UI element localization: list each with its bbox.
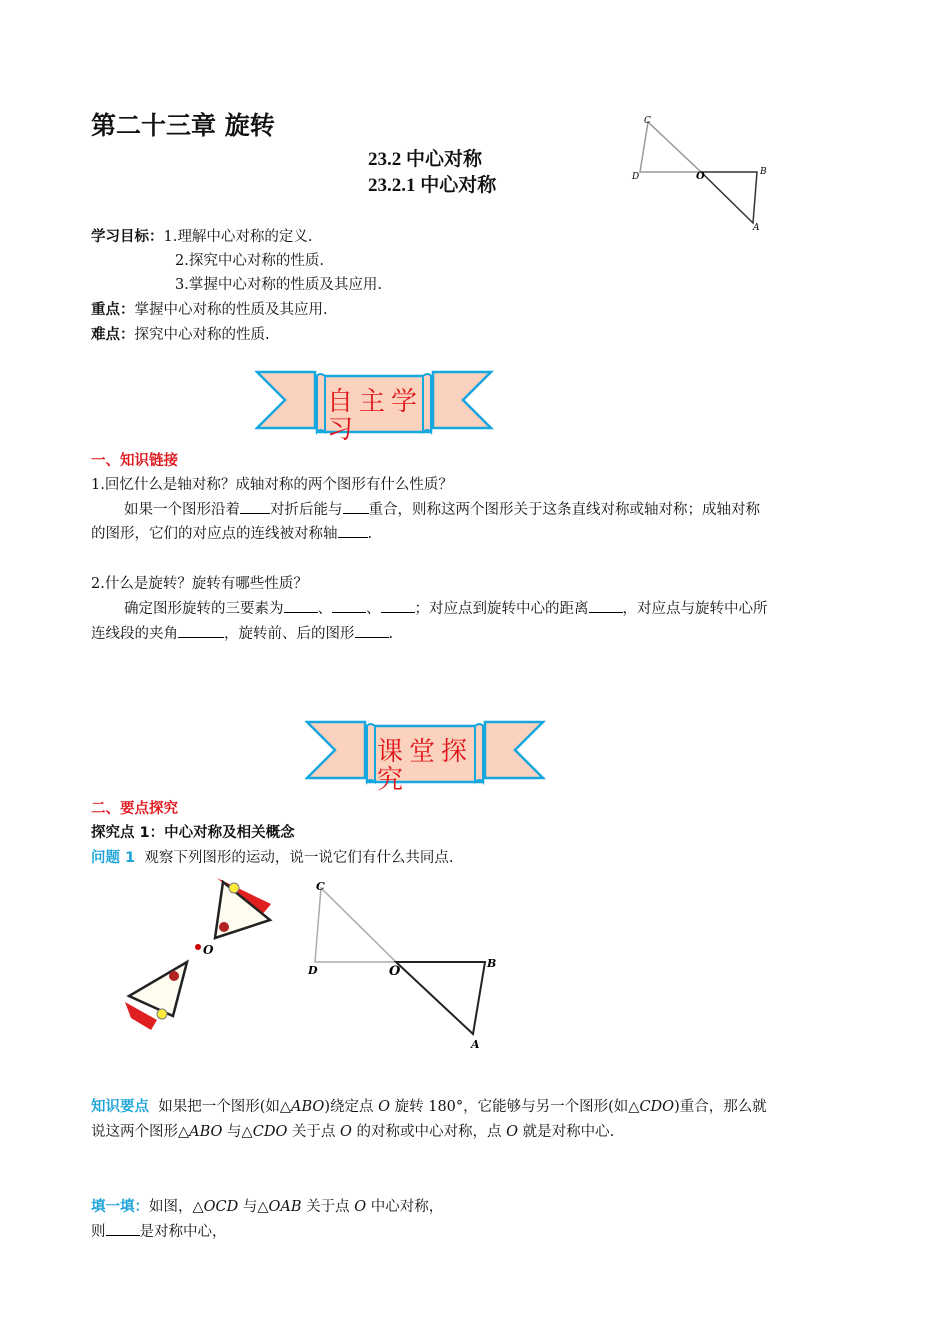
blank-element-1[interactable] — [284, 598, 318, 613]
label-a: A — [753, 223, 760, 233]
triangle-bottom — [129, 962, 187, 1016]
difficulty-text: 探究中心对称的性质. — [134, 327, 270, 343]
k-text: 就是对称中心. — [518, 1124, 615, 1140]
k-text: 与△ — [222, 1124, 253, 1140]
k-abo: ABO — [291, 1099, 325, 1115]
q2-text-e: ，旋转前、后的图形 — [224, 626, 355, 642]
blank-element-3[interactable] — [381, 598, 415, 613]
fill-oab: OAB — [268, 1199, 302, 1215]
knowledge-label: 知识要点 — [91, 1099, 149, 1115]
fill-ocd: OCD — [203, 1199, 239, 1215]
blank-bisected[interactable] — [338, 523, 368, 538]
fill-line-2 — [91, 1220, 227, 1244]
objectives-label: 学习目标： — [91, 229, 164, 245]
k-text: 旋转 180°，它能够与另一个图形(如△ — [390, 1099, 640, 1115]
k-cdo: CDO — [252, 1124, 288, 1140]
difficulty — [91, 323, 270, 347]
objective-item: 3.掌握中心对称的性质及其应用. — [175, 277, 382, 293]
problem-1 — [91, 846, 453, 870]
top-figure — [630, 108, 780, 238]
label-o: O — [389, 964, 401, 979]
problem-label: 问题 1 — [91, 850, 136, 866]
q1-text-e: . — [367, 526, 373, 542]
q2-text-a: 确定图形旋转的三要素为 — [124, 601, 284, 617]
label-c: C — [316, 880, 325, 893]
q1-text-b: 对折后能与 — [270, 502, 343, 518]
section-2-heading: 二、要点探究 — [91, 801, 178, 817]
label-d: D — [632, 172, 640, 182]
triangle-cdo — [640, 122, 701, 172]
q2-text-f: . — [388, 626, 394, 642]
blank-distance[interactable] — [589, 598, 623, 613]
problem-text: 观察下列图形的运动，说一说它们有什么共同点. — [144, 850, 454, 866]
blank-center[interactable] — [106, 1221, 140, 1236]
k-text: 说这两个图形△ — [91, 1124, 190, 1140]
section-1-heading: 一、知识链接 — [91, 453, 178, 469]
k-text: )重合，那么就 — [674, 1099, 767, 1115]
label-b: B — [487, 957, 497, 970]
label-b: B — [760, 167, 767, 177]
q1-text-a: 如果一个图形沿着 — [124, 502, 240, 518]
q2-text-c: ，对应点与旋转中心所 — [622, 601, 768, 617]
label-a: A — [471, 1038, 480, 1051]
k-o: O — [506, 1124, 519, 1140]
k-text: 关于点 — [287, 1124, 341, 1140]
blank-angle[interactable] — [178, 623, 224, 638]
fill-text: 如图，△ — [149, 1199, 204, 1215]
k-text: )绕定点 — [324, 1099, 379, 1115]
q2-paragraph-line-2 — [91, 622, 393, 646]
rotation-figure-right — [300, 872, 510, 1052]
fill-text: 中心对称， — [366, 1199, 444, 1215]
blank-element-2[interactable] — [332, 598, 366, 613]
question-1: 1.回忆什么是轴对称？成轴对称的两个图形有什么性质？ — [91, 477, 453, 493]
q1-text-c: 重合，则称这两个图形关于这条直线对称或轴对称；成轴对称 — [368, 502, 760, 518]
label-d: D — [308, 964, 318, 977]
q2-paragraph-line-1 — [124, 597, 768, 621]
chapter-title: 第二十三章 旋转 — [91, 111, 275, 140]
difficulty-label: 难点： — [91, 327, 135, 343]
label-o-left: O — [203, 943, 214, 957]
fill-label: 填一填： — [91, 1199, 149, 1215]
banner-class-explore-text: 课堂探究 — [377, 737, 474, 795]
fill-text: 关于点 — [301, 1199, 355, 1215]
subsection-title: 23.2.1 中心对称 — [368, 175, 497, 196]
triangle-abo — [701, 172, 757, 223]
explore-topic: 探究点 1：中心对称及相关概念 — [91, 825, 295, 841]
fill-text: 是对称中心， — [139, 1224, 227, 1240]
k-abo: ABO — [189, 1124, 223, 1140]
objective-item: 2.探究中心对称的性质. — [175, 253, 324, 269]
key-point-text: 掌握中心对称的性质及其应用. — [134, 302, 328, 318]
knowledge-line-2 — [91, 1120, 614, 1144]
section-title: 23.2 中心对称 — [368, 149, 483, 170]
label-c: C — [644, 116, 651, 126]
label-o: O — [696, 171, 705, 182]
triangle-abo-right — [396, 962, 485, 1034]
fill-o: O — [354, 1199, 367, 1215]
q2-sep: 、 — [366, 601, 381, 617]
q2-sep: 、 — [317, 601, 332, 617]
banner-self-study-text: 自主学习 — [327, 387, 424, 445]
question-2: 2.什么是旋转？旋转有哪些性质？ — [91, 576, 308, 592]
fill-text: 则 — [91, 1224, 106, 1240]
k-cdo: CDO — [639, 1099, 675, 1115]
blank-fold-line[interactable] — [240, 499, 270, 514]
rotation-figure-left — [115, 868, 285, 1038]
q2-text-b: ；对应点到旋转中心的距离 — [414, 601, 589, 617]
q1-text-d: 的图形，它们的对应点的连线被对称轴 — [91, 526, 338, 542]
key-point-label: 重点： — [91, 302, 135, 318]
triangle-cdo-right — [315, 888, 396, 962]
key-point — [91, 298, 328, 322]
objective-item: 1.理解中心对称的定义. — [163, 229, 313, 245]
blank-coincide[interactable] — [343, 499, 369, 514]
k-text: 如果把一个图形(如△ — [158, 1099, 292, 1115]
k-o: O — [340, 1124, 352, 1140]
blank-figure[interactable] — [355, 623, 389, 638]
fill-text: 与△ — [238, 1199, 269, 1215]
knowledge-line-1 — [91, 1095, 767, 1119]
q1-paragraph-line-1 — [124, 498, 760, 522]
k-text: 的对称或中心对称，点 — [351, 1124, 507, 1140]
objectives-line-1 — [91, 225, 312, 249]
q1-paragraph-line-2 — [91, 522, 372, 546]
k-o: O — [378, 1099, 390, 1115]
q2-text-d: 连线段的夹角 — [91, 626, 178, 642]
fill-line-1 — [91, 1195, 443, 1219]
